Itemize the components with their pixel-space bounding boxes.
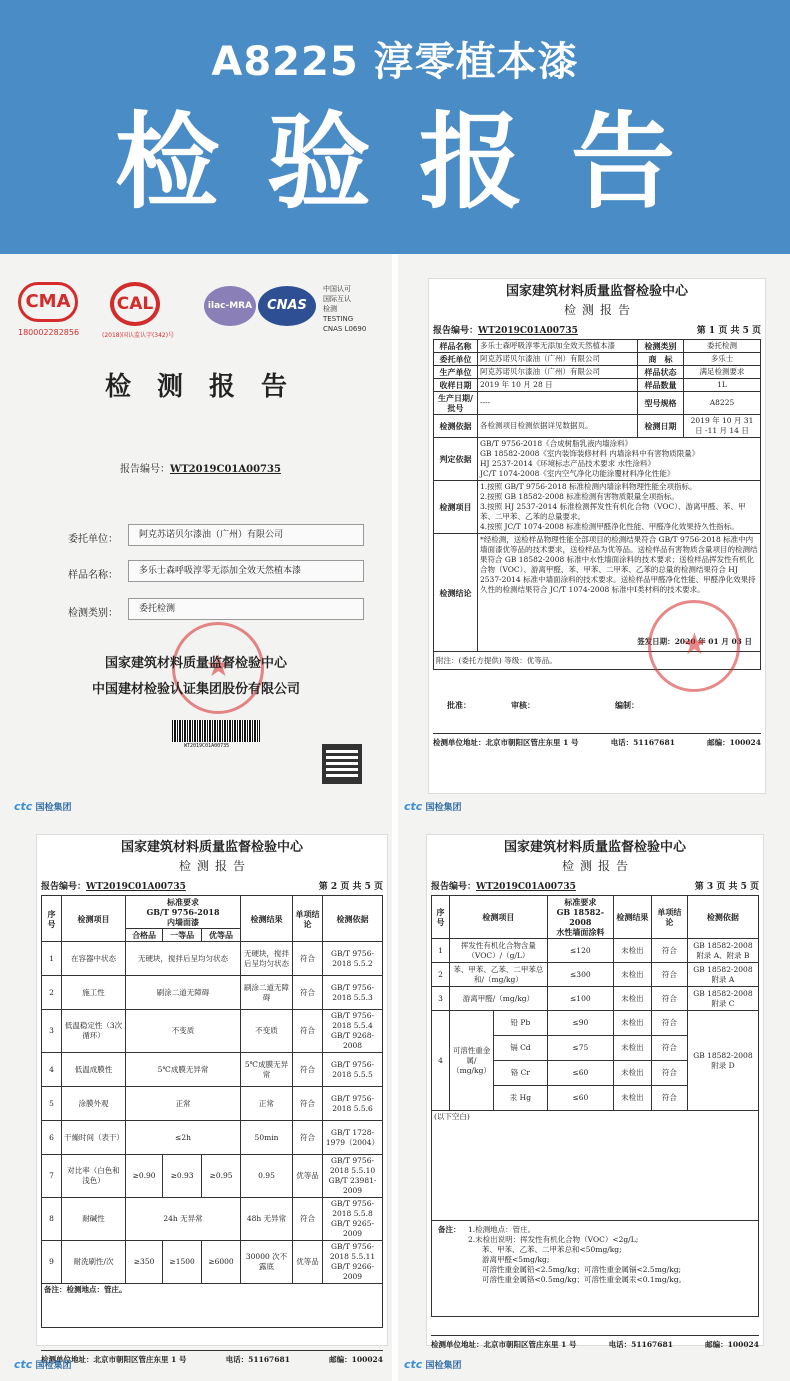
header-cell: 检测项目	[62, 896, 126, 942]
footer-zip: 邮编：100024	[707, 738, 761, 747]
table-row	[434, 392, 761, 415]
table-header-row	[42, 896, 383, 929]
review-label: 审核：	[511, 700, 535, 710]
cell: 在容器中状态	[62, 942, 126, 976]
cell: ≤100	[547, 987, 613, 1011]
cell: 正常	[241, 1087, 293, 1121]
cell: 2	[42, 976, 62, 1010]
notes-list	[468, 1225, 686, 1285]
cell: 汞 Hg	[494, 1086, 548, 1111]
table-row	[432, 1011, 759, 1036]
table-row	[432, 987, 759, 1011]
table-row	[42, 942, 383, 976]
cell: 可溶性重金属/（mg/kg）	[450, 1011, 494, 1111]
header-cell: 检测结果	[241, 896, 293, 942]
issue-value: 2020 年 01 月 03 日	[674, 637, 752, 646]
footer-tel: 电话：51167681	[610, 738, 675, 747]
cell: GB/T 1728-1979（2004）	[323, 1121, 383, 1155]
header-cell: 单项结论	[651, 896, 687, 939]
cell: 不变质	[126, 1010, 241, 1053]
barcode	[172, 720, 260, 742]
cell: 检测依据	[434, 415, 478, 438]
header-cell: 序号	[42, 896, 62, 942]
report-no-label: 报告编号：	[433, 326, 479, 336]
table-row	[434, 366, 761, 379]
cell: 样品状态	[638, 366, 684, 379]
cell: GB/T 9756-2018 5.5.10 GB/T 23981-2009	[323, 1155, 383, 1198]
red-seal-stamp	[648, 600, 740, 692]
page-number: 第 2 页 共 5 页	[318, 882, 383, 892]
ctc-logo	[14, 800, 71, 813]
cell: 检测结论	[434, 534, 478, 652]
cell: 未检出	[613, 1011, 651, 1036]
cell: 符合	[651, 1036, 687, 1061]
cell: GB/T 9756-2018 5.5.8 GB/T 9265-2009	[323, 1198, 383, 1241]
cell: 符合	[651, 939, 687, 963]
table-row	[434, 353, 761, 366]
footer-address: 检测单位地址：北京市朝阳区管庄东里 1 号	[433, 738, 579, 747]
cell: 耐洗刷性/次	[62, 1241, 126, 1284]
cell: 挥发性有机化合物含量（VOC）/（g/L）	[450, 939, 548, 963]
page-meta	[433, 323, 761, 336]
issue-label: 签发日期：	[637, 637, 675, 646]
report-no-label: 报告编号：	[41, 882, 87, 892]
cnas-text	[323, 284, 366, 334]
cell: 3	[432, 987, 450, 1011]
footer-address: 检测单位地址：北京市朝阳区管庄东里 1 号	[41, 1355, 187, 1364]
cell: ----	[478, 392, 638, 415]
ctc-mark: ctc	[14, 800, 33, 813]
cell: 生产日期/批号	[434, 392, 478, 415]
cell: 符合	[293, 1198, 323, 1241]
client-value: 阿克苏诺贝尔漆油（广州）有限公司	[128, 524, 364, 546]
org-name-2: 中国建材检验认证集团股份有限公司	[91, 682, 300, 697]
cell: 符合	[651, 987, 687, 1011]
cover-category-row	[68, 604, 176, 619]
cell: GB 18582-2008 附录 D	[687, 1011, 758, 1111]
cell: 9	[42, 1241, 62, 1284]
cnas-text-line: 检测	[323, 305, 337, 313]
table-row	[434, 415, 761, 438]
cnas-text-line: 中国认可	[323, 285, 351, 293]
cell: GB 18582-2008 附录 A	[687, 963, 758, 987]
table-row	[434, 379, 761, 392]
table-row	[42, 1121, 383, 1155]
page-meta	[431, 879, 759, 892]
header-cell: 序号	[432, 896, 450, 939]
note-line: 游离甲醛<5mg/kg;	[482, 1255, 550, 1264]
category-value: 委托检测	[128, 598, 364, 620]
note-line: 可溶性重金属铅<2.5mg/kg；可溶性重金属镉<2.5mg/kg;	[482, 1265, 682, 1274]
cell: 游离甲醛/（mg/kg）	[450, 987, 548, 1011]
header-cell	[126, 896, 241, 929]
text-line: HJ 2537-2014《环境标志产品技术要求 水性涂料》	[480, 459, 656, 468]
cell: 镉 Cd	[494, 1036, 548, 1061]
header-cell: 单项结论	[293, 896, 323, 942]
page-meta	[41, 879, 383, 892]
hero-title: 检验报告	[114, 101, 723, 223]
cell: 符合	[651, 963, 687, 987]
table-row	[432, 939, 759, 963]
header-text: 内墙面漆	[167, 917, 199, 927]
cell: 符合	[651, 1086, 687, 1111]
ctc-mark: ctc	[404, 800, 423, 813]
cell: 3	[42, 1010, 62, 1053]
cell: ≤60	[547, 1086, 613, 1111]
cell: 铬 Cr	[494, 1061, 548, 1086]
cell: 未检出	[613, 939, 651, 963]
cell: 涂膜外观	[62, 1087, 126, 1121]
header-text: GB/T 9756-2018	[146, 907, 220, 917]
cell: ≤120	[547, 939, 613, 963]
header-cell: 检测结果	[613, 896, 651, 939]
page-footer	[433, 733, 761, 748]
table-row	[432, 1111, 759, 1221]
cell: 低温稳定性（3次循环）	[62, 1010, 126, 1053]
client-label: 委托单位：	[68, 534, 118, 545]
cell: 检测类别	[638, 340, 684, 353]
cell: 多乐士森呼吸淳零无添加全效天然植本漆	[478, 340, 638, 353]
cell: 刷涂二道无障碍	[241, 976, 293, 1010]
table-row	[42, 1241, 383, 1284]
page-org: 国家建筑材料质量监督检验中心	[505, 284, 688, 299]
ctc-group: 国检集团	[425, 1361, 462, 1371]
cell: 未检出	[613, 1036, 651, 1061]
cell: 判定依据	[434, 438, 478, 481]
cell: 商 标	[638, 353, 684, 366]
cell: ≥350	[126, 1241, 163, 1284]
cell: 0.95	[241, 1155, 293, 1198]
conclusion-text: *经检测，送检样品物理性能全部项目的检测结果符合 GB/T 9756-2018 标准中内墙面漆优等品的技术要求，送检样品为优等品。送检样品有害物质含量项目的检测结果符合 GB 18582-2008 标准中水性墙面涂料的技术要求；送检样品挥发性有机化合物（VOC）、游离甲醛、苯、甲苯、二甲苯、乙苯的总量的检测结果符合 HJ 2537-2014 标准中墙面涂料的技术要求。送检样品甲醛净化性能、甲醛净化效果持久性的检测结果符合 JC/T 1074-2008 标准中Ⅰ类材料的技术要求。	[480, 535, 758, 594]
header-cell: 合格品	[126, 929, 163, 942]
hero-banner	[0, 0, 790, 254]
page-footer	[431, 1335, 759, 1350]
cell: 收样日期	[434, 379, 478, 392]
cell: 无硬块，搅拌后呈均匀状态	[241, 942, 293, 976]
cell: 5℃成膜无异常	[241, 1053, 293, 1087]
cell: GB 18582-2008 附录 A、附录 B	[687, 939, 758, 963]
edit-label: 编制：	[615, 700, 639, 710]
cell: ≤60	[547, 1061, 613, 1086]
cover-title: 检测报告	[104, 372, 313, 402]
cnas-text-line: 国际互认	[323, 295, 351, 303]
ctc-group: 国检集团	[35, 1361, 72, 1371]
cell: 符合	[293, 942, 323, 976]
footer-tel: 电话：51167681	[608, 1340, 673, 1349]
cell: GB/T 9756-2018 5.5.3	[323, 976, 383, 1010]
test-items	[478, 481, 761, 534]
cell: 检测日期	[638, 415, 684, 438]
cell: 无硬块，搅拌后呈均匀状态	[126, 942, 241, 976]
cell: 未检出	[613, 1086, 651, 1111]
table-row	[42, 1155, 383, 1198]
cell: ≤2h	[126, 1121, 241, 1155]
cell: 苯、甲苯、乙苯、二甲苯总和/（mg/kg）	[450, 963, 548, 987]
cell: ≥0.95	[202, 1155, 241, 1198]
table-header-row	[432, 896, 759, 939]
cell: GB/T 9756-2018 5.5.2	[323, 942, 383, 976]
physical-test-table	[41, 895, 383, 1328]
text-line: GB/T 9756-2018《合成树脂乳液内墙涂料》	[480, 439, 633, 448]
page-title: 检测报告	[178, 859, 251, 873]
cell: 样品数量	[638, 379, 684, 392]
cell: 优等品	[293, 1241, 323, 1284]
barcode-number: WT2019C01A00735	[184, 743, 230, 749]
cal-number: (2018)国认监认字(342)号	[102, 332, 175, 339]
cell: 委托检测	[684, 340, 761, 353]
ctc-logo	[404, 800, 461, 813]
report-no-label: 报告编号：	[120, 464, 170, 475]
report-page-3	[398, 820, 790, 1381]
footer-tel: 电话：51167681	[225, 1355, 290, 1364]
cell: 铅 Pb	[494, 1011, 548, 1036]
cell: 2	[432, 963, 450, 987]
harmful-substance-table	[431, 895, 759, 1317]
cell: 48h 无异常	[241, 1198, 293, 1241]
cell: 正常	[126, 1087, 241, 1121]
report-no-label: 报告编号：	[431, 882, 477, 892]
cell: 未检出	[613, 987, 651, 1011]
page-1-sheet	[428, 278, 766, 794]
cell: GB/T 9756-2018 5.5.6	[323, 1087, 383, 1121]
page-number: 第 1 页 共 5 页	[696, 326, 761, 336]
table-row	[42, 1053, 383, 1087]
cell: ≤300	[547, 963, 613, 987]
header-text: 水性墙面涂料	[556, 927, 605, 937]
cell: 7	[42, 1155, 62, 1198]
cell: 阿克苏诺贝尔漆油（广州）有限公司	[478, 353, 638, 366]
signatures	[433, 700, 761, 711]
ilac-logo: ilac-MRA	[204, 286, 256, 326]
cell: 8	[42, 1198, 62, 1241]
report-page-1	[398, 254, 790, 820]
page-org: 国家建筑材料质量监督检验中心	[120, 840, 303, 855]
page-2-sheet	[36, 834, 388, 1364]
cell: 符合	[293, 1010, 323, 1053]
cell: 刷涂二道无障碍	[126, 976, 241, 1010]
page-title: 检测报告	[563, 303, 636, 317]
category-label: 检测类别：	[68, 608, 118, 619]
table-row	[434, 438, 761, 481]
cell: 优等品	[293, 1155, 323, 1198]
qr-code	[322, 744, 362, 784]
notes-cell	[432, 1221, 759, 1317]
header-cell: 一等品	[163, 929, 202, 942]
header-cell	[547, 896, 613, 939]
cell: 施工性	[62, 976, 126, 1010]
ctc-mark: ctc	[14, 1358, 33, 1371]
cell: 生产单位	[434, 366, 478, 379]
footer-zip: 邮编：100024	[705, 1340, 759, 1349]
sample-value: 多乐士森呼吸淳零无添加全效天然植本漆	[128, 560, 364, 582]
page-number: 第 3 页 共 5 页	[694, 882, 759, 892]
cell: 多乐士	[684, 353, 761, 366]
cell: 符合	[293, 1087, 323, 1121]
cell: 2019 年 10 月 31 日 -11 月 14 日	[684, 415, 761, 438]
table-row	[434, 481, 761, 534]
table-row	[434, 340, 761, 353]
report-no-value: WT2019C01A00735	[86, 882, 186, 892]
cell: 1	[42, 942, 62, 976]
notes-label: 备注：	[438, 1225, 461, 1234]
report-no-value: WT2019C01A00735	[476, 882, 576, 892]
cell: GB 18582-2008 附录 C	[687, 987, 758, 1011]
page-footer	[41, 1350, 383, 1365]
note-cell: 附注：(委托方提供) 等级：优等品。	[434, 652, 761, 670]
table-row	[42, 976, 383, 1010]
cell: 各检测项目检测依据详见数据页。	[478, 415, 638, 438]
cell: GB/T 9756-2018 5.5.5	[323, 1053, 383, 1087]
note-line: 1.检测地点：管庄。	[468, 1225, 536, 1234]
cal-logo: CAL	[110, 282, 160, 326]
note-line: 苯、甲苯、乙苯、二甲苯总和<50mg/kg;	[482, 1245, 622, 1254]
cell: ≤90	[547, 1011, 613, 1036]
cell: 24h 无异常	[126, 1198, 241, 1241]
cnas-logo: CNAS	[258, 286, 316, 326]
cell: 未检出	[613, 1061, 651, 1086]
text-line: JC/T 1074-2008《室内空气净化功能涂覆材料净化性能》	[480, 469, 675, 478]
cma-number: 180002282856	[18, 328, 80, 337]
cell: 4	[432, 1011, 450, 1111]
product-name: A8225 淳零植本漆	[211, 39, 579, 85]
header-cell: 检测依据	[687, 896, 758, 939]
report-no-value: WT2019C01A00735	[170, 464, 281, 475]
footer-address: 检测单位地址：北京市朝阳区管庄东里 1 号	[431, 1340, 577, 1349]
ctc-logo	[14, 1358, 71, 1371]
cell: 5℃成膜无异常	[126, 1053, 241, 1087]
approve-label: 批准：	[447, 700, 471, 710]
cell: GB/T 9756-2018 5.5.4 GB/T 9268-2008	[323, 1010, 383, 1053]
cell: 型号规格	[638, 392, 684, 415]
cell: 符合	[651, 1011, 687, 1036]
ctc-mark: ctc	[404, 1358, 423, 1371]
cover-sample-row	[68, 566, 302, 581]
cell: 不变质	[241, 1010, 293, 1053]
cell: 满足检测要求	[684, 366, 761, 379]
table-row	[432, 1221, 759, 1317]
notes	[438, 1225, 752, 1285]
cell: 50min	[241, 1121, 293, 1155]
cnas-text-line: CNAS L0690	[323, 325, 367, 333]
accreditation-logos	[18, 282, 388, 342]
blank-cell: (以下空白)	[432, 1111, 759, 1221]
page-org: 国家建筑材料质量监督检验中心	[503, 840, 686, 855]
cover-client-row	[68, 530, 284, 545]
text-line: 2.按照 GB 18582-2008 标准检测有害物质限量全项指标。	[480, 492, 679, 501]
ctc-group: 国检集团	[35, 803, 72, 813]
page-3-sheet	[426, 834, 764, 1349]
cell: 阿克苏诺贝尔漆油（广州）有限公司	[478, 366, 638, 379]
report-page-2	[0, 820, 392, 1381]
cell: 30000 次不露底	[241, 1241, 293, 1284]
cell: 低温成膜性	[62, 1053, 126, 1087]
cell: ≥6000	[202, 1241, 241, 1284]
text-line: 4.按照 JC/T 1074-2008 标准检测甲醛净化性能、甲醛净化效果持久性指标。	[480, 522, 739, 531]
cell: 符合	[293, 1121, 323, 1155]
cell: ≥1500	[163, 1241, 202, 1284]
cell: 4	[42, 1053, 62, 1087]
footer-zip: 邮编：100024	[329, 1355, 383, 1364]
cell: 5	[42, 1087, 62, 1121]
cell: 符合	[651, 1061, 687, 1086]
table-row	[42, 1010, 383, 1053]
cell: 耐碱性	[62, 1198, 126, 1241]
cover-report-number	[120, 460, 281, 475]
table-row	[42, 1198, 383, 1241]
note-cell: 备注：检测地点：管庄。	[42, 1284, 383, 1328]
header-text: 标准要求	[167, 897, 199, 907]
sample-label: 样品名称：	[68, 570, 118, 581]
cell: ≤75	[547, 1036, 613, 1061]
cell: 对比率（白色和浅色）	[62, 1155, 126, 1198]
text-line: 1.按照 GB/T 9756-2018 标准检测内墙涂料物理性能全项指标。	[480, 482, 697, 491]
header-cell: 检测依据	[323, 896, 383, 942]
cell: 2019 年 10 月 28 日	[478, 379, 638, 392]
cell: ≥0.90	[126, 1155, 163, 1198]
cell: 委托单位	[434, 353, 478, 366]
cell: 未检出	[613, 963, 651, 987]
cell: 干燥时间（表干）	[62, 1121, 126, 1155]
page-title: 检测报告	[561, 859, 634, 873]
org-name-1: 国家建筑材料质量监督检验中心	[104, 656, 287, 671]
header-cell: 检测项目	[450, 896, 548, 939]
cell: 1L	[684, 379, 761, 392]
note-line: 2.未检出说明：挥发性有机化合物（VOC）<2g/L;	[468, 1235, 639, 1244]
cell: 1	[432, 939, 450, 963]
ctc-logo	[404, 1358, 461, 1371]
cell: 符合	[293, 976, 323, 1010]
table-row	[42, 1087, 383, 1121]
cell: 检测项目	[434, 481, 478, 534]
note-line: 可溶性重金属铬<0.5mg/kg；可溶性重金属汞<0.1mg/kg。	[482, 1275, 686, 1284]
header-text: 标准要求	[564, 897, 597, 907]
report-no-value: WT2019C01A00735	[478, 326, 578, 336]
cma-logo: CMA	[18, 282, 78, 322]
cover-page	[0, 254, 392, 820]
cnas-text-line: TESTING	[323, 315, 354, 323]
table-row	[42, 1284, 383, 1328]
cell: 符合	[293, 1053, 323, 1087]
judge-basis	[478, 438, 761, 481]
table-row	[432, 963, 759, 987]
cell: ≥0.93	[163, 1155, 202, 1198]
cell: GB/T 9756-2018 5.5.11 GB/T 9266-2009	[323, 1241, 383, 1284]
ctc-group: 国检集团	[425, 803, 462, 813]
text-line: 3.按照 HJ 2537-2014 标准检测挥发性有机化合物（VOC）、游离甲醛、苯、甲苯、二甲苯、乙苯的总量要求。	[480, 502, 746, 521]
text-line: GB 18582-2008《室内装饰装修材料 内墙涂料中有害物质限量》	[480, 449, 700, 458]
cell: 样品名称	[434, 340, 478, 353]
header-cell: 优等品	[202, 929, 241, 942]
header-text: GB 18582-2008	[556, 907, 605, 927]
cell: A8225	[684, 392, 761, 415]
cell: 6	[42, 1121, 62, 1155]
